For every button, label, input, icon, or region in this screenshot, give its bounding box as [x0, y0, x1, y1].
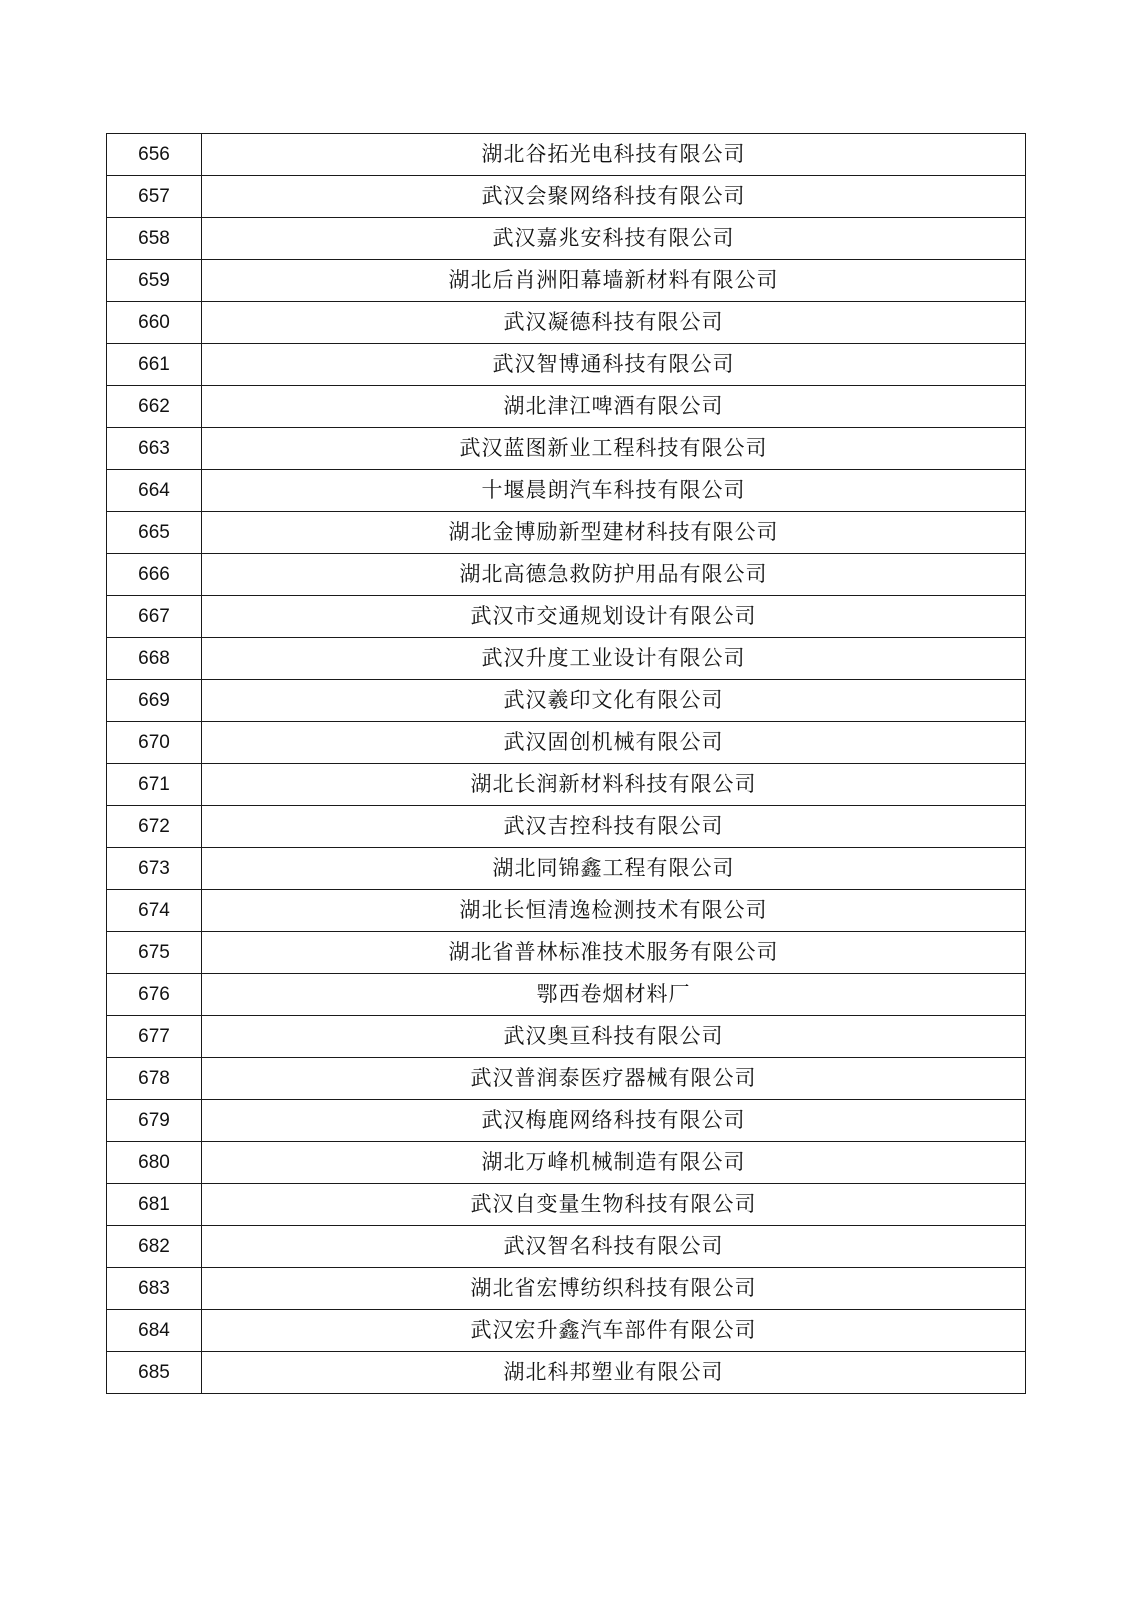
row-number-cell: 678 [107, 1058, 202, 1100]
table-row [107, 722, 1026, 764]
company-name-cell: 湖北后肖洲阳幕墙新材料有限公司 [202, 260, 1026, 302]
company-name-cell: 武汉会聚网络科技有限公司 [202, 176, 1026, 218]
table-row [107, 932, 1026, 974]
row-number-cell: 682 [107, 1226, 202, 1268]
table-row [107, 554, 1026, 596]
company-name-cell: 武汉升度工业设计有限公司 [202, 638, 1026, 680]
company-name-cell: 湖北科邦塑业有限公司 [202, 1352, 1026, 1394]
table-row [107, 512, 1026, 554]
table-row [107, 176, 1026, 218]
table-row [107, 1310, 1026, 1352]
table-row [107, 848, 1026, 890]
company-name-cell: 武汉智名科技有限公司 [202, 1226, 1026, 1268]
row-number-cell: 670 [107, 722, 202, 764]
table-row [107, 1226, 1026, 1268]
company-name-cell: 湖北同锦鑫工程有限公司 [202, 848, 1026, 890]
company-name-cell: 湖北省宏博纺织科技有限公司 [202, 1268, 1026, 1310]
row-number-cell: 658 [107, 218, 202, 260]
table-row [107, 890, 1026, 932]
table-row [107, 218, 1026, 260]
table-row [107, 680, 1026, 722]
row-number-cell: 681 [107, 1184, 202, 1226]
company-name-cell: 武汉奥亘科技有限公司 [202, 1016, 1026, 1058]
row-number-cell: 676 [107, 974, 202, 1016]
table-row [107, 1268, 1026, 1310]
company-name-cell: 武汉市交通规划设计有限公司 [202, 596, 1026, 638]
company-name-cell: 湖北万峰机械制造有限公司 [202, 1142, 1026, 1184]
row-number-cell: 659 [107, 260, 202, 302]
row-number-cell: 656 [107, 134, 202, 176]
table-row [107, 428, 1026, 470]
row-number-cell: 666 [107, 554, 202, 596]
row-number-cell: 668 [107, 638, 202, 680]
table-row [107, 764, 1026, 806]
table-row [107, 638, 1026, 680]
row-number-cell: 680 [107, 1142, 202, 1184]
company-name-cell: 武汉梅鹿网络科技有限公司 [202, 1100, 1026, 1142]
row-number-cell: 672 [107, 806, 202, 848]
row-number-cell: 674 [107, 890, 202, 932]
table-row [107, 1184, 1026, 1226]
company-name-cell: 湖北高德急救防护用品有限公司 [202, 554, 1026, 596]
table-row [107, 1058, 1026, 1100]
table-row [107, 596, 1026, 638]
table-body [107, 134, 1026, 1394]
row-number-cell: 679 [107, 1100, 202, 1142]
row-number-cell: 684 [107, 1310, 202, 1352]
company-name-cell: 湖北长恒清逸检测技术有限公司 [202, 890, 1026, 932]
company-name-cell: 武汉羲印文化有限公司 [202, 680, 1026, 722]
table-row [107, 806, 1026, 848]
table-row [107, 1142, 1026, 1184]
row-number-cell: 662 [107, 386, 202, 428]
company-name-cell: 武汉固创机械有限公司 [202, 722, 1026, 764]
table-row [107, 1352, 1026, 1394]
table-row [107, 344, 1026, 386]
company-name-cell: 武汉智博通科技有限公司 [202, 344, 1026, 386]
company-name-cell: 湖北津江啤酒有限公司 [202, 386, 1026, 428]
row-number-cell: 669 [107, 680, 202, 722]
row-number-cell: 665 [107, 512, 202, 554]
table-row [107, 260, 1026, 302]
table-row [107, 302, 1026, 344]
row-number-cell: 685 [107, 1352, 202, 1394]
table-row [107, 386, 1026, 428]
table-row [107, 974, 1026, 1016]
table-row [107, 1100, 1026, 1142]
row-number-cell: 683 [107, 1268, 202, 1310]
company-name-cell: 湖北省普林标准技术服务有限公司 [202, 932, 1026, 974]
company-name-cell: 武汉蓝图新业工程科技有限公司 [202, 428, 1026, 470]
row-number-cell: 663 [107, 428, 202, 470]
company-list-table [106, 133, 1026, 1394]
row-number-cell: 657 [107, 176, 202, 218]
table-row [107, 470, 1026, 512]
company-name-cell: 武汉凝德科技有限公司 [202, 302, 1026, 344]
company-name-cell: 武汉吉控科技有限公司 [202, 806, 1026, 848]
company-name-cell: 武汉宏升鑫汽车部件有限公司 [202, 1310, 1026, 1352]
row-number-cell: 673 [107, 848, 202, 890]
company-name-cell: 湖北金博励新型建材科技有限公司 [202, 512, 1026, 554]
row-number-cell: 671 [107, 764, 202, 806]
row-number-cell: 667 [107, 596, 202, 638]
company-name-cell: 十堰晨朗汽车科技有限公司 [202, 470, 1026, 512]
company-name-cell: 武汉自变量生物科技有限公司 [202, 1184, 1026, 1226]
company-name-cell: 武汉普润泰医疗器械有限公司 [202, 1058, 1026, 1100]
row-number-cell: 661 [107, 344, 202, 386]
row-number-cell: 675 [107, 932, 202, 974]
row-number-cell: 664 [107, 470, 202, 512]
company-name-cell: 湖北谷拓光电科技有限公司 [202, 134, 1026, 176]
company-name-cell: 武汉嘉兆安科技有限公司 [202, 218, 1026, 260]
row-number-cell: 660 [107, 302, 202, 344]
company-name-cell: 鄂西卷烟材料厂 [202, 974, 1026, 1016]
table-row [107, 1016, 1026, 1058]
table-row [107, 134, 1026, 176]
row-number-cell: 677 [107, 1016, 202, 1058]
company-name-cell: 湖北长润新材料科技有限公司 [202, 764, 1026, 806]
